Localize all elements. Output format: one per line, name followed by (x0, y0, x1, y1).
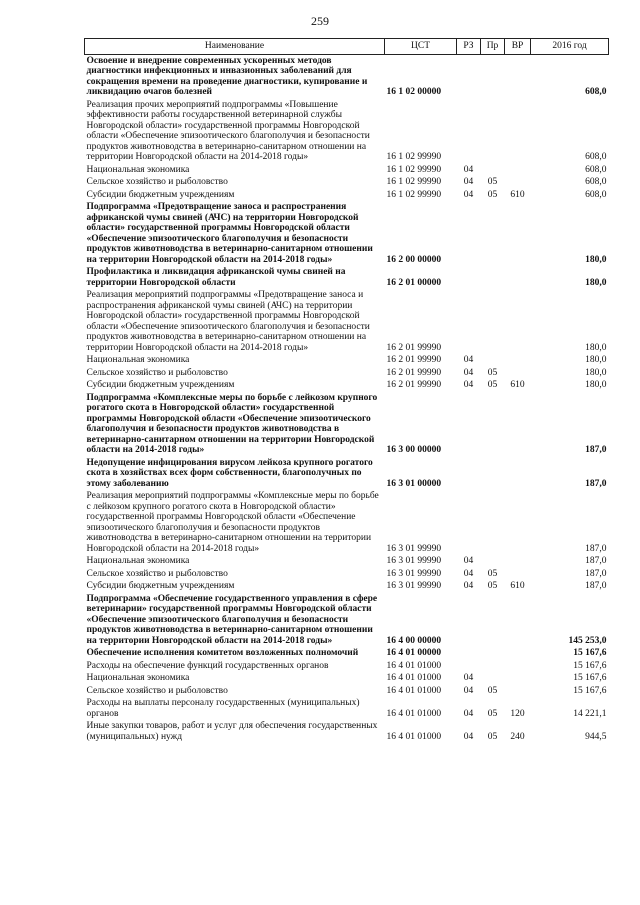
row-cst-cell: 16 2 01 99990 (386, 342, 442, 353)
row-cst-cell: 16 1 02 99990 (386, 177, 442, 187)
row-name-cell: Субсидии бюджетным учреждениям (86, 581, 235, 591)
row-cst-cell: 16 2 01 00000 (386, 277, 442, 288)
row-name-cell: Национальная экономика (86, 355, 190, 365)
header-vr: ВР (505, 39, 531, 55)
row-pr-cell: 05 (487, 367, 498, 378)
row-name-cell: Сельское хозяйство и рыболовство (86, 177, 228, 187)
row-pr-cell (481, 54, 505, 99)
row-name-cell: Национальная экономика (86, 556, 190, 566)
row-pr-cell (481, 647, 505, 660)
table-row (85, 580, 609, 593)
row-name-cell: Реализация мероприятий подпрограммы «Предотвращение заноса и распространения африканской чумы свиней (АЧС) на территории Новгородской области» государственной программы Новгородской области «Обеспечение эпизоотического благополучия и безопасности продуктов животноводства в ветеринарно-санитарном отношении на территории Новгородской области на 2014-2018 годы» (86, 290, 370, 353)
row-pr-cell: 05 (487, 581, 498, 591)
row-amount-cell: 180,0 (585, 355, 607, 365)
row-vr-cell (505, 164, 531, 177)
row-rz-cell (457, 99, 481, 164)
row-pr-cell: 05 (487, 731, 498, 742)
row-rz-cell: 04 (463, 556, 474, 566)
table-row (85, 189, 609, 202)
row-cst-cell: 16 2 00 00000 (386, 254, 442, 265)
row-name-cell: Национальная экономика (86, 673, 190, 683)
row-name-cell: Национальная экономика (86, 164, 190, 175)
row-vr-cell (505, 490, 531, 555)
row-vr-cell: 610 (510, 581, 525, 591)
row-pr-cell (481, 672, 505, 685)
row-pr-cell (481, 289, 505, 354)
row-rz-cell (457, 201, 481, 266)
row-vr-cell (505, 647, 531, 660)
table-row (85, 164, 609, 177)
row-cst-cell: 16 3 01 99990 (386, 581, 442, 591)
row-vr-cell (505, 685, 531, 698)
row-amount-cell: 608,0 (585, 152, 607, 162)
table-row (85, 685, 609, 698)
row-pr-cell: 05 (487, 708, 498, 719)
table-row (85, 266, 609, 289)
row-vr-cell: 120 (510, 708, 525, 719)
row-vr-cell (505, 176, 531, 189)
table-row (85, 379, 609, 392)
row-cst-cell: 16 2 01 99990 (386, 367, 442, 378)
row-rz-cell (457, 660, 481, 673)
row-cst-cell: 16 3 01 99990 (386, 568, 442, 579)
table-row (85, 367, 609, 380)
row-name-cell: Субсидии бюджетным учреждениям (86, 380, 235, 390)
row-cst-cell: 16 1 02 99990 (386, 164, 442, 175)
row-amount-cell: 608,0 (585, 177, 607, 187)
row-cst-cell: 16 3 00 00000 (386, 445, 442, 455)
table-row (85, 672, 609, 685)
row-amount-cell: 180,0 (585, 342, 607, 353)
table-row (85, 697, 609, 720)
page-number: 259 (311, 14, 329, 28)
row-name-cell: Реализация прочих мероприятий подпрограммы «Повышение эффективности работы государственной ветеринарной службы Новгородской области» государственной программы Новгородской области «Обеспечение эпизоотического благополучия и безопасности продуктов животноводства в ветеринарно-санитарном отношении на территории Новгородской области на 2014-2018 годы» (86, 99, 370, 162)
row-rz-cell (457, 457, 481, 491)
row-name-cell: Сельское хозяйство и рыболовство (86, 568, 228, 579)
header-name: Наименование (85, 39, 385, 55)
row-vr-cell (505, 660, 531, 673)
row-amount-cell: 608,0 (585, 164, 607, 175)
row-vr-cell (505, 201, 531, 266)
row-amount-cell: 608,0 (585, 189, 607, 200)
row-amount-cell: 180,0 (585, 277, 607, 288)
row-amount-cell: 180,0 (585, 254, 607, 265)
table-row (85, 176, 609, 189)
table-header-row (85, 39, 609, 55)
row-cst-cell: 16 4 01 01000 (386, 673, 442, 683)
table-row (85, 555, 609, 568)
row-pr-cell (481, 593, 505, 648)
row-rz-cell (457, 490, 481, 555)
row-name-cell: Недопущение инфицирования вирусом лейкоза крупного рогатого скота в хозяйствах всех форм собственности, благополучных по этому заболеванию (86, 457, 373, 489)
table-row (85, 289, 609, 354)
row-rz-cell: 04 (463, 731, 474, 742)
row-pr-cell (481, 555, 505, 568)
row-vr-cell (505, 266, 531, 289)
row-amount-cell: 187,0 (585, 556, 607, 566)
table-row (85, 201, 609, 266)
row-vr-cell (505, 289, 531, 354)
row-amount-cell: 944,5 (585, 731, 607, 742)
row-vr-cell (505, 392, 531, 457)
row-rz-cell: 04 (463, 355, 474, 365)
row-cst-cell: 16 2 01 99990 (386, 355, 442, 365)
row-pr-cell (481, 164, 505, 177)
row-name-cell: Подпрограмма «Обеспечение государственного управления в сфере ветеринарии» государственной программы Новгородской области «Обеспечение эпизоотического благополучия и безопасности продуктов животноводства в ветеринарно-санитарном отношении на территории Новгородской области на 2014-2018 годы» (86, 593, 378, 646)
budget-table (84, 38, 609, 743)
row-cst-cell: 16 3 01 00000 (386, 478, 442, 489)
row-rz-cell (457, 593, 481, 648)
row-rz-cell: 04 (463, 189, 474, 200)
row-name-cell: Реализация мероприятий подпрограммы «Комплексные меры по борьбе с лейкозом крупного рогатого скота в Новгородской области» государственной программы Новгородской области «Обеспечение эпизоотического благополучия и безопасности продуктов животноводства в ветеринарно-санитарном отношении на территории Новгородской области на 2014-2018 годы» (86, 491, 379, 554)
table-row (85, 457, 609, 491)
row-vr-cell (505, 367, 531, 380)
row-rz-cell: 04 (463, 177, 474, 187)
row-amount-cell: 15 167,6 (573, 673, 607, 683)
row-name-cell: Расходы на выплаты персоналу государственных (муниципальных) органов (86, 698, 360, 719)
row-vr-cell (505, 555, 531, 568)
row-pr-cell (481, 266, 505, 289)
row-name-cell: Обеспечение исполнения комитетом возложенных полномочий (86, 648, 359, 658)
table-row (85, 392, 609, 457)
row-amount-cell: 15 167,6 (573, 660, 607, 671)
row-name-cell: Субсидии бюджетным учреждениям (86, 189, 235, 200)
row-vr-cell: 240 (510, 731, 525, 742)
row-cst-cell: 16 4 00 00000 (386, 635, 442, 646)
row-pr-cell (481, 354, 505, 367)
row-rz-cell: 04 (463, 380, 474, 390)
row-amount-cell: 15 167,6 (573, 685, 607, 696)
row-name-cell: Подпрограмма «Комплексные меры по борьбе с лейкозом крупного рогатого скота в Новгородской области» государственной программы Новгородской области «Обеспечение эпизоотического благополучия и безопасности продуктов животноводства в ветеринарно-санитарном отношении на территории Новгородской области на 2014-2018 годы» (86, 392, 378, 455)
row-rz-cell (457, 266, 481, 289)
row-pr-cell: 05 (487, 189, 498, 200)
row-pr-cell (481, 392, 505, 457)
row-rz-cell: 04 (463, 568, 474, 579)
table-row (85, 99, 609, 164)
row-name-cell: Иные закупки товаров, работ и услуг для обеспечения государственных (муниципальных) нужд (86, 721, 378, 742)
table-row (85, 54, 609, 99)
row-cst-cell: 16 3 01 99990 (386, 556, 442, 566)
row-pr-cell (481, 201, 505, 266)
row-vr-cell (505, 354, 531, 367)
table-row (85, 647, 609, 660)
row-rz-cell: 04 (463, 367, 474, 378)
header-pr: Пр (481, 39, 505, 55)
row-vr-cell (505, 672, 531, 685)
row-amount-cell: 145 253,0 (568, 635, 607, 646)
row-pr-cell: 05 (487, 685, 498, 696)
row-vr-cell (505, 568, 531, 581)
row-amount-cell: 187,0 (585, 478, 607, 489)
row-name-cell: Расходы на обеспечение функций государственных органов (86, 660, 329, 671)
row-name-cell: Сельское хозяйство и рыболовство (86, 685, 228, 696)
row-amount-cell: 608,0 (585, 87, 607, 97)
row-amount-cell: 187,0 (585, 581, 607, 591)
row-vr-cell (505, 54, 531, 99)
row-name-cell: Сельское хозяйство и рыболовство (86, 367, 228, 378)
row-pr-cell (481, 99, 505, 164)
row-vr-cell: 610 (510, 189, 525, 200)
row-pr-cell: 05 (487, 380, 498, 390)
row-rz-cell (457, 54, 481, 99)
row-pr-cell (481, 457, 505, 491)
row-pr-cell (481, 660, 505, 673)
header-year: 2016 год (531, 39, 609, 55)
table-body (85, 54, 609, 743)
row-cst-cell: 16 1 02 99990 (386, 189, 442, 200)
row-name-cell: Профилактика и ликвидация африканской чумы свиней на территории Новгородской области (86, 267, 346, 288)
row-rz-cell: 04 (463, 708, 474, 719)
row-name-cell: Освоение и внедрение современных ускоренных методов диагностики инфекционных и инвазионных заболеваний для сокращения времени на проведение диагностики, купирование и ликвидацию очагов болезней (86, 55, 368, 97)
row-vr-cell: 610 (510, 380, 525, 390)
row-cst-cell: 16 4 01 01000 (386, 660, 442, 671)
row-cst-cell: 16 2 01 99990 (386, 380, 442, 390)
table-row (85, 568, 609, 581)
header-rz: РЗ (457, 39, 481, 55)
row-vr-cell (505, 593, 531, 648)
row-pr-cell: 05 (487, 177, 498, 187)
row-vr-cell (505, 457, 531, 491)
table-row (85, 354, 609, 367)
row-amount-cell: 187,0 (585, 543, 607, 554)
row-cst-cell: 16 1 02 99990 (386, 152, 442, 162)
row-rz-cell (457, 289, 481, 354)
row-cst-cell: 16 1 02 00000 (386, 87, 442, 97)
row-cst-cell: 16 4 01 01000 (386, 731, 442, 742)
row-vr-cell (505, 99, 531, 164)
row-cst-cell: 16 4 01 01000 (386, 685, 442, 696)
row-pr-cell: 05 (487, 568, 498, 579)
row-amount-cell: 180,0 (585, 367, 607, 378)
header-cst: ЦСТ (385, 39, 457, 55)
row-rz-cell: 04 (463, 685, 474, 696)
row-cst-cell: 16 4 01 00000 (386, 648, 442, 658)
row-amount-cell: 187,0 (585, 568, 607, 579)
row-cst-cell: 16 4 01 01000 (386, 708, 442, 719)
row-amount-cell: 14 221,1 (573, 708, 607, 719)
table-row (85, 490, 609, 555)
row-rz-cell: 04 (463, 673, 474, 683)
row-pr-cell (481, 490, 505, 555)
row-name-cell: Подпрограмма «Предотвращение заноса и распространения африканской чумы свиней (АЧС) на территории Новгородской области» государственной программы Новгородской области «Обеспечение эпизоотического благополучия и безопасности продуктов животноводства в ветеринарно-санитарном отношении на территории Новгородской области на 2014-2018 годы» (86, 202, 373, 265)
row-rz-cell (457, 647, 481, 660)
row-rz-cell: 04 (463, 164, 474, 175)
table-row (85, 593, 609, 648)
row-rz-cell: 04 (463, 581, 474, 591)
row-amount-cell: 187,0 (585, 445, 607, 455)
row-amount-cell: 15 167,6 (573, 648, 607, 658)
row-amount-cell: 180,0 (585, 380, 607, 390)
row-cst-cell: 16 3 01 99990 (386, 543, 442, 554)
table-row (85, 660, 609, 673)
table-row (85, 720, 609, 743)
row-rz-cell (457, 392, 481, 457)
